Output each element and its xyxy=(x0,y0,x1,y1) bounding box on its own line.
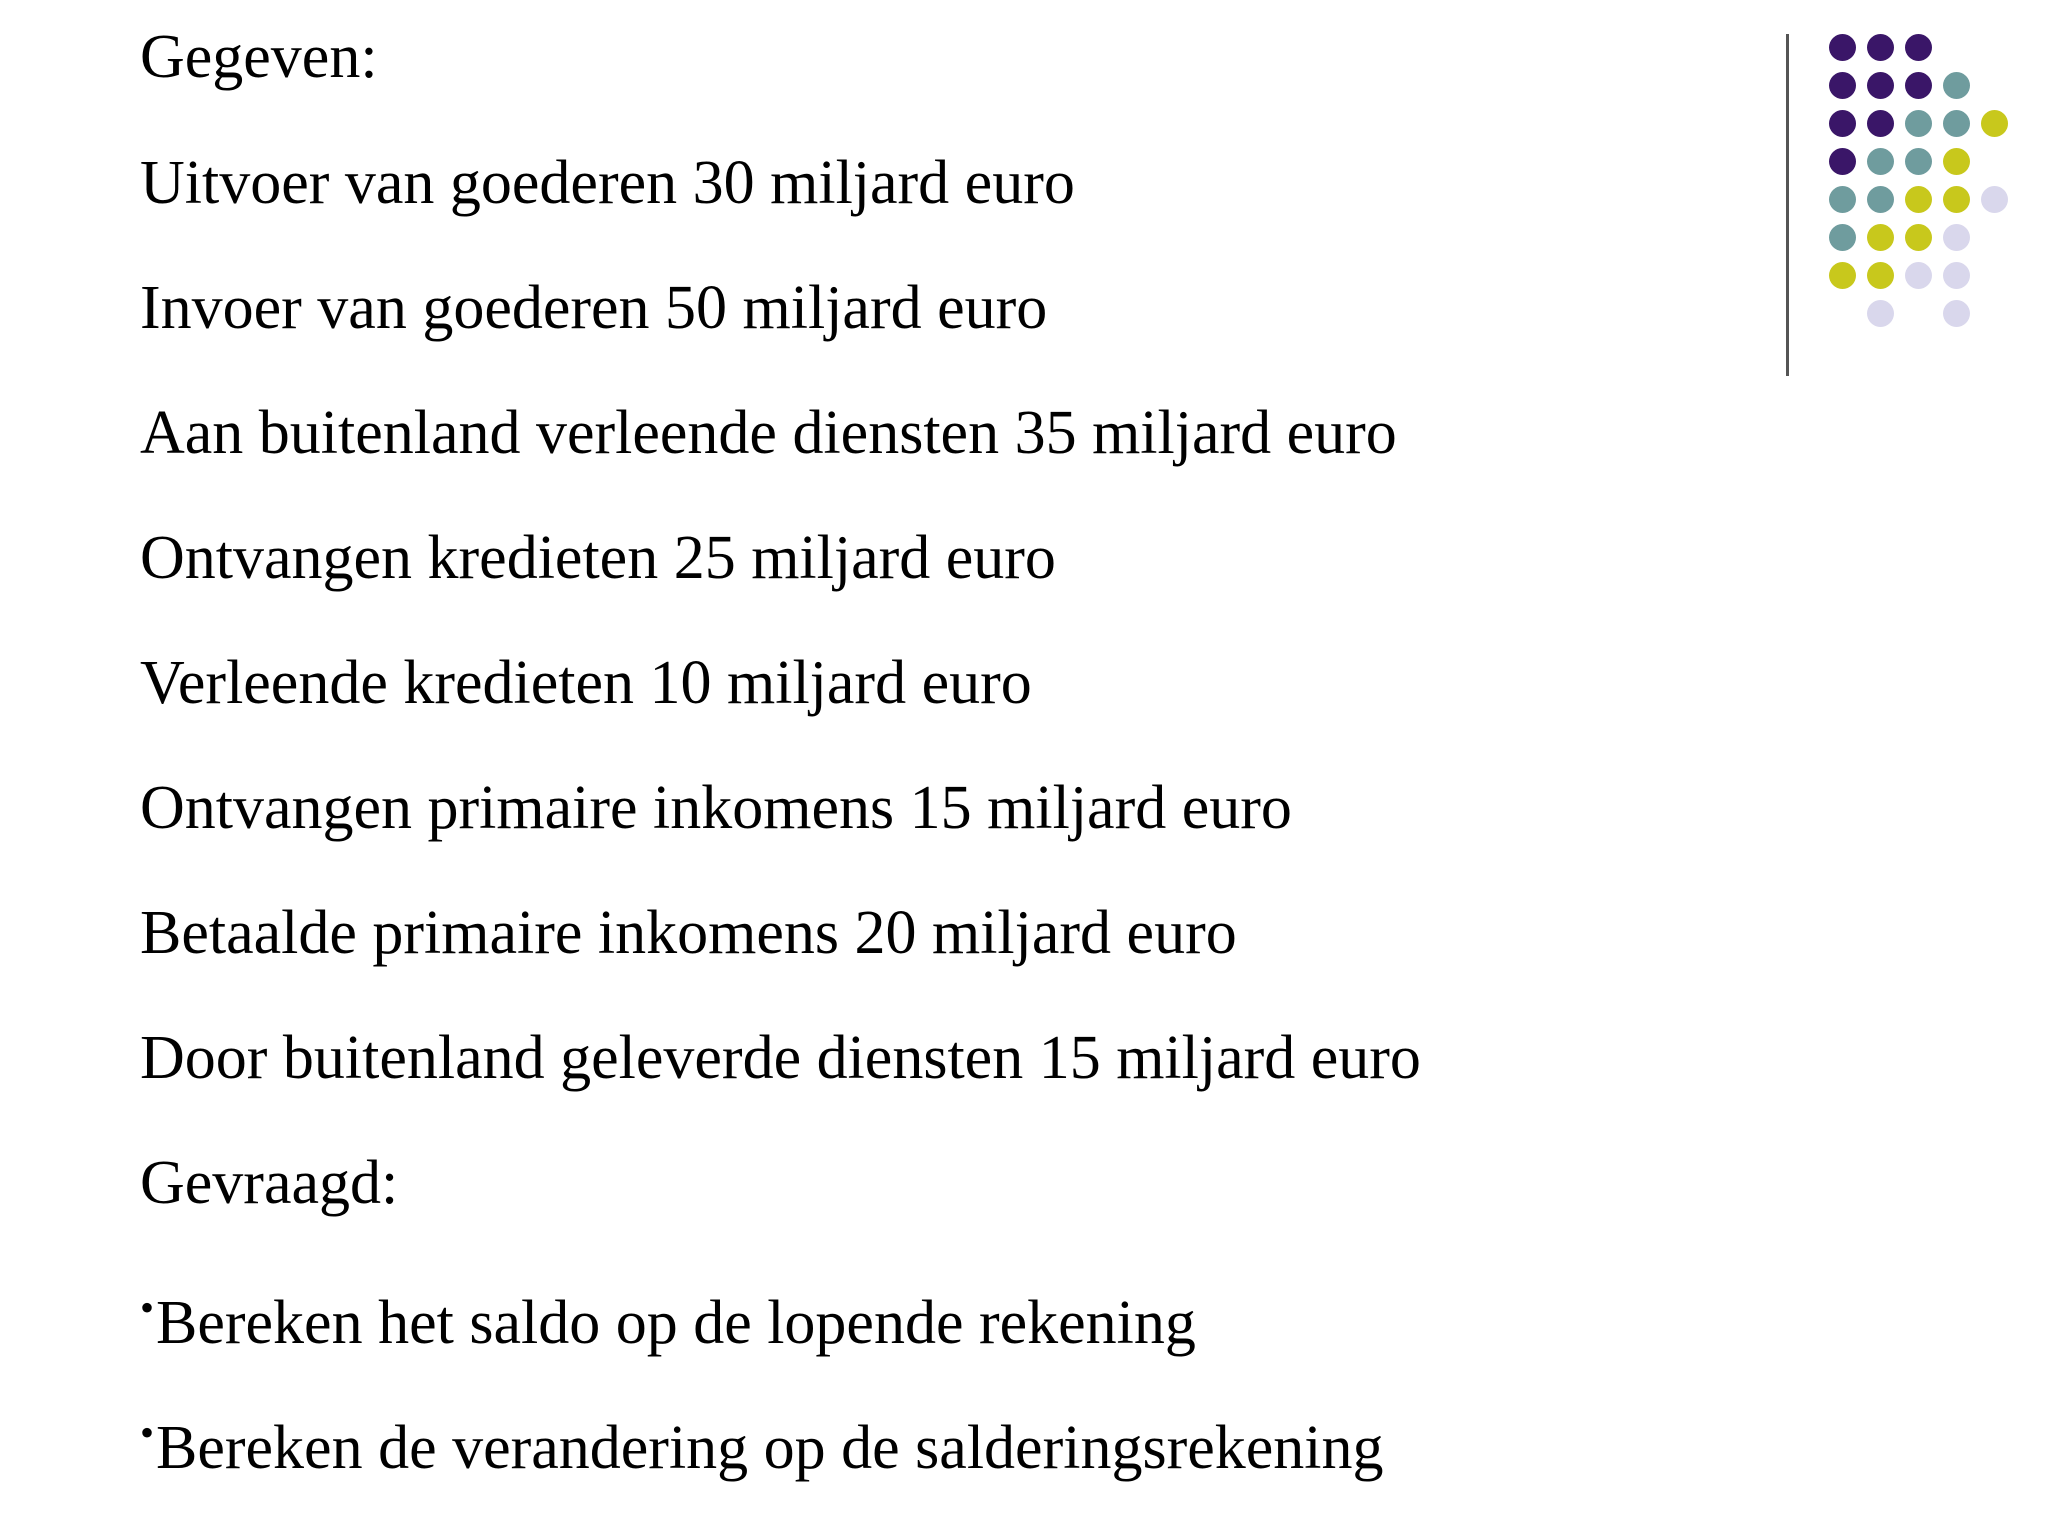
decorative-dot xyxy=(1905,72,1932,99)
decorative-dot xyxy=(1905,262,1932,289)
decorative-dot xyxy=(1981,186,2008,213)
asked-item xyxy=(140,1398,1383,1483)
decorative-dot xyxy=(1829,34,1856,61)
decorative-dot xyxy=(1905,34,1932,61)
bullet-icon: • xyxy=(140,1410,155,1455)
decorative-dot xyxy=(1867,300,1894,327)
asked-item-text: Bereken de verandering op de salderingsrekening xyxy=(156,1414,1384,1482)
decorative-dot xyxy=(1943,186,1970,213)
decorative-dot xyxy=(1829,224,1856,251)
decorative-dot xyxy=(1943,72,1970,99)
decorative-dot xyxy=(1943,224,1970,251)
decorative-divider xyxy=(1786,34,1789,376)
bullet-icon: • xyxy=(140,1285,155,1330)
given-heading: Gegeven: xyxy=(140,23,378,91)
asked-item-text: Bereken het saldo op de lopende rekening xyxy=(156,1289,1196,1357)
decorative-dot xyxy=(1829,262,1856,289)
decorative-dot xyxy=(1905,110,1932,137)
decorative-dot xyxy=(1943,148,1970,175)
decorative-dot xyxy=(1867,34,1894,61)
decorative-dot xyxy=(1943,300,1970,327)
asked-item xyxy=(140,1273,1196,1358)
given-item: Door buitenland geleverde diensten 15 miljard euro xyxy=(140,1024,1421,1092)
given-item: Verleende kredieten 10 miljard euro xyxy=(140,649,1032,717)
given-item: Ontvangen primaire inkomens 15 miljard euro xyxy=(140,774,1292,842)
decorative-dot xyxy=(1867,262,1894,289)
given-item: Invoer van goederen 50 miljard euro xyxy=(140,274,1048,342)
decorative-dot xyxy=(1943,110,1970,137)
given-item: Betaalde primaire inkomens 20 miljard euro xyxy=(140,899,1237,967)
decorative-dot xyxy=(1867,110,1894,137)
decorative-dot xyxy=(1867,72,1894,99)
decorative-dot xyxy=(1829,72,1856,99)
decorative-dot xyxy=(1905,186,1932,213)
asked-heading: Gevraagd: xyxy=(140,1149,399,1217)
decorative-dot xyxy=(1981,110,2008,137)
given-item: Aan buitenland verleende diensten 35 miljard euro xyxy=(140,399,1397,467)
given-item: Ontvangen kredieten 25 miljard euro xyxy=(140,524,1056,592)
given-item: Uitvoer van goederen 30 miljard euro xyxy=(140,149,1075,217)
decorative-dot xyxy=(1829,148,1856,175)
decorative-dot xyxy=(1867,186,1894,213)
decorative-dot xyxy=(1943,262,1970,289)
decorative-dot xyxy=(1905,224,1932,251)
decorative-dot xyxy=(1829,110,1856,137)
decorative-dot xyxy=(1867,148,1894,175)
decorative-dot xyxy=(1905,148,1932,175)
decorative-dot xyxy=(1867,224,1894,251)
decorative-dot xyxy=(1829,186,1856,213)
